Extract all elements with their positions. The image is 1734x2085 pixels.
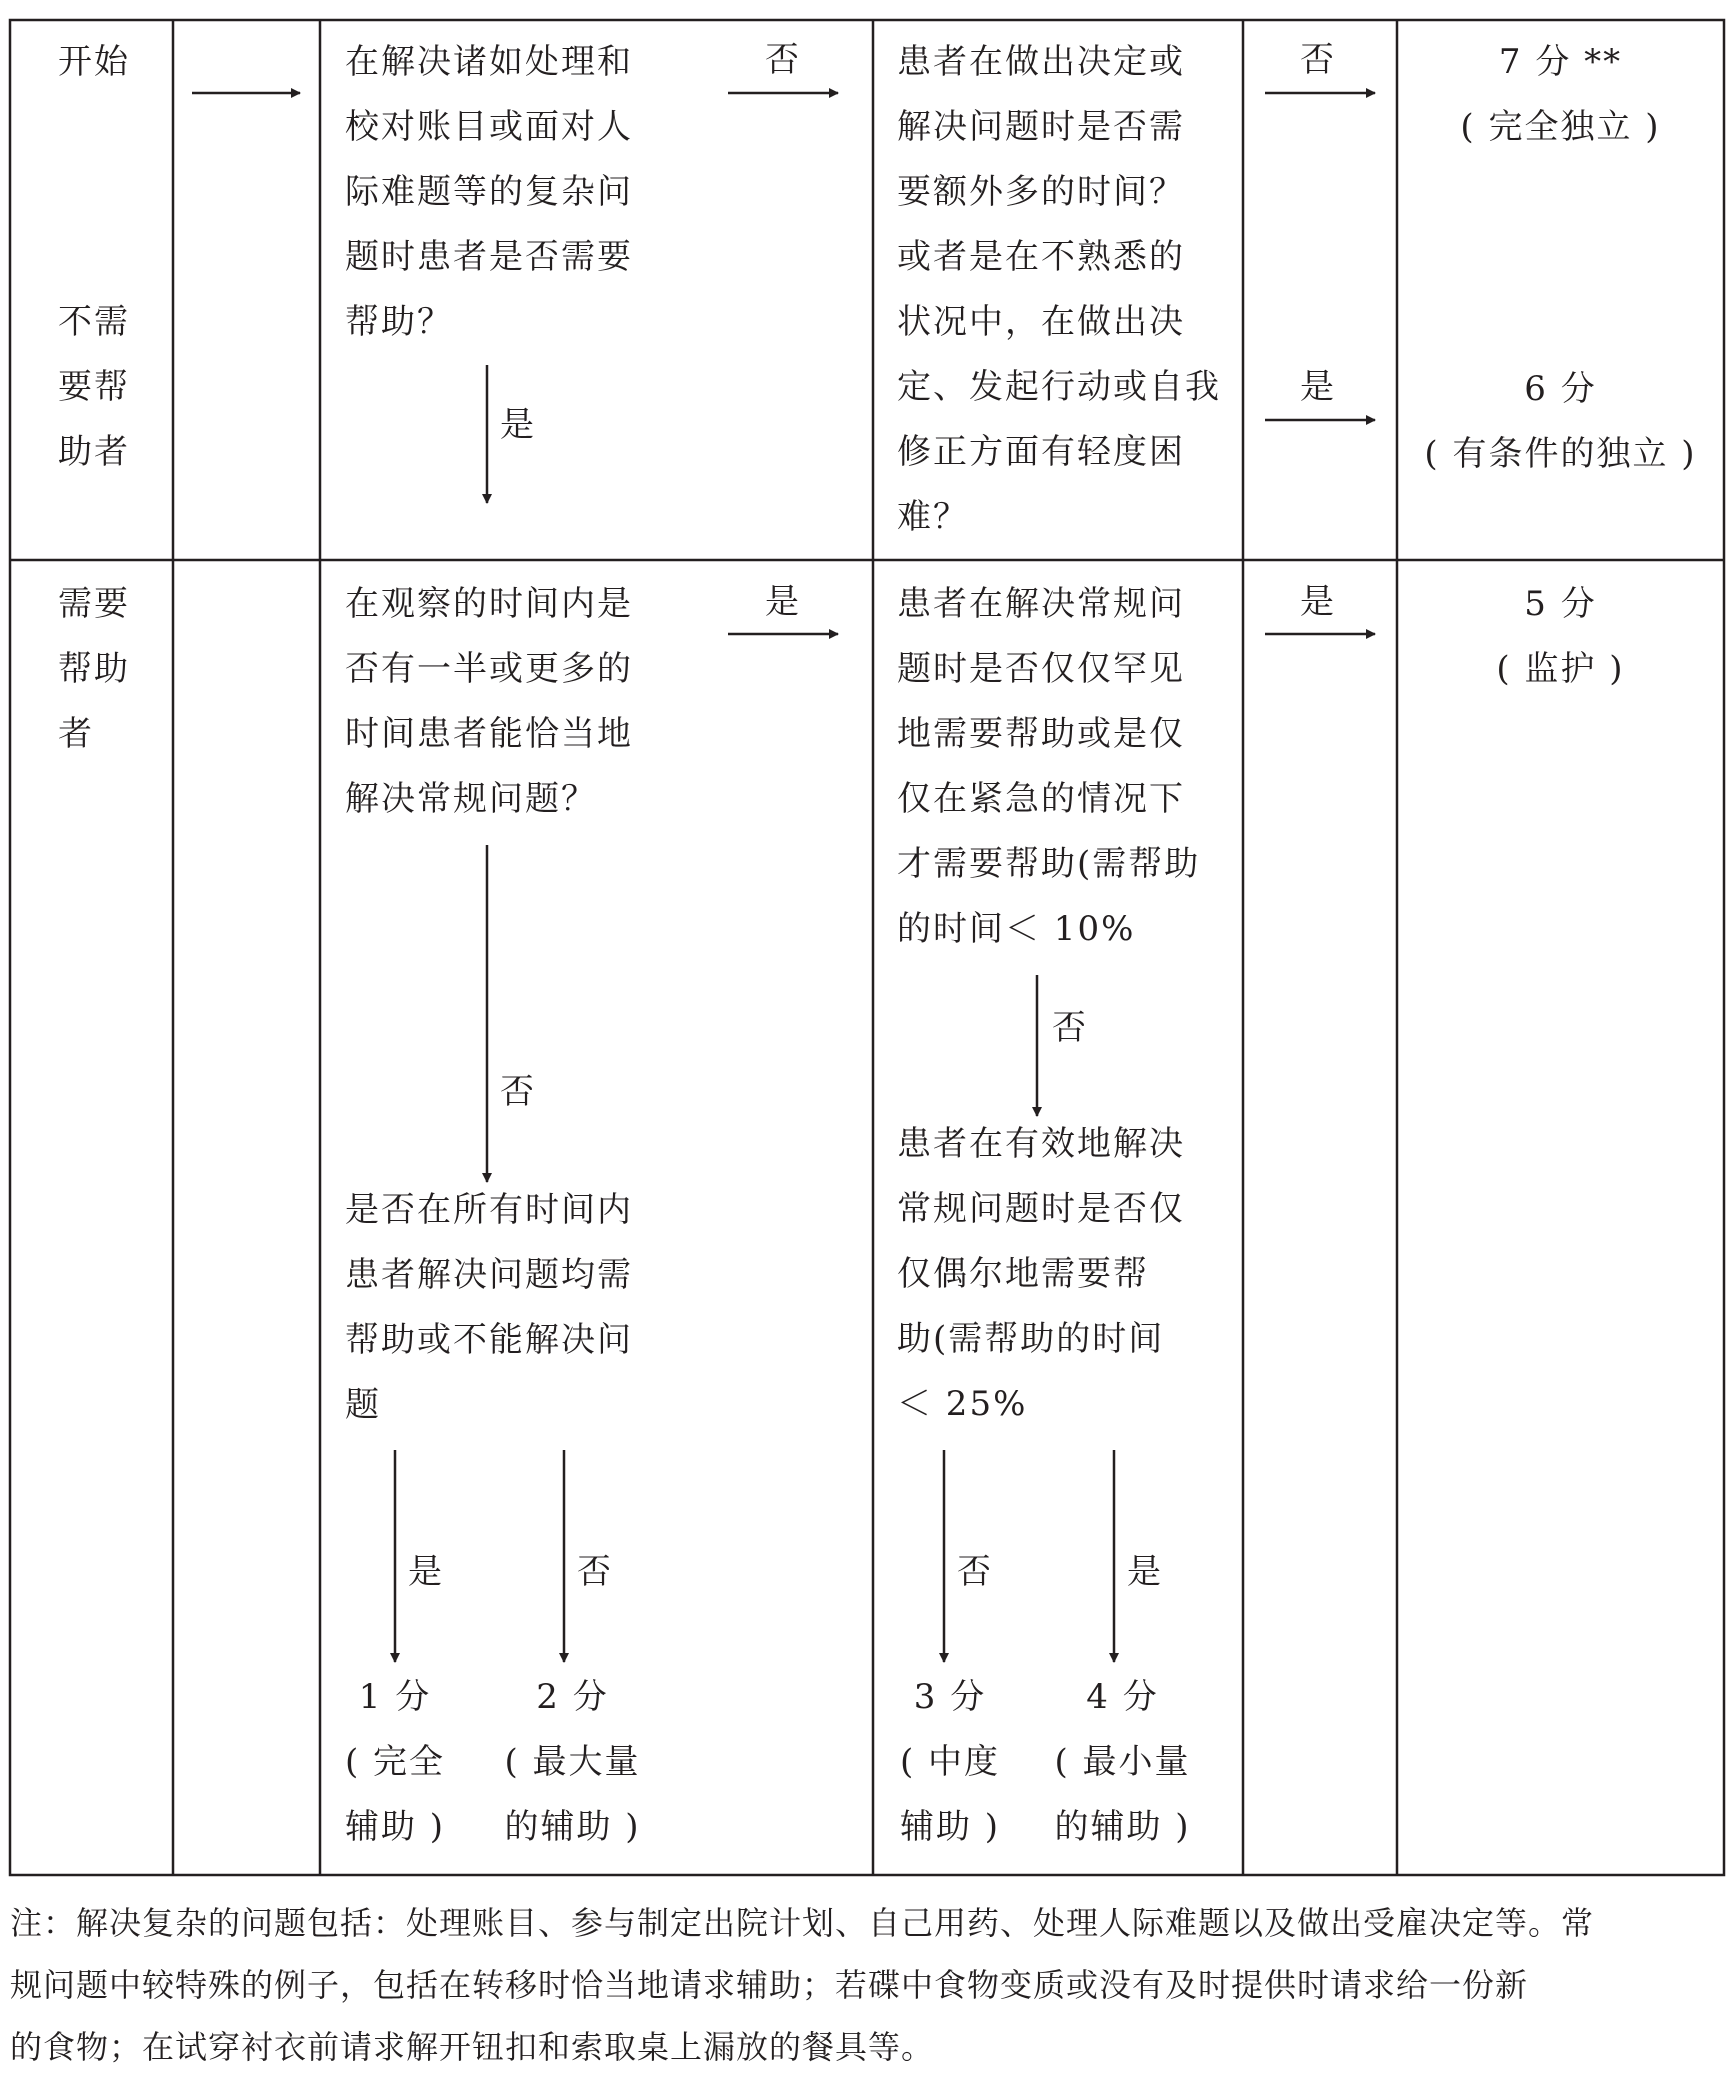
text-line: 帮助？ (345, 302, 453, 342)
text-line: 状况中，在做出决 (897, 302, 1185, 342)
label-q3-no: 否 (500, 1072, 534, 1112)
label-q5-yes: 是 (408, 1552, 442, 1592)
text-line: 的时间＜ 10% (897, 909, 1136, 949)
text-line: 帮助或不能解决问 (345, 1320, 633, 1360)
text-line: ＜ 25% (897, 1384, 1028, 1424)
text-line (58, 160, 130, 225)
text-line: 校对账目或面对人 (345, 107, 633, 147)
text-line: 题时是否仅仅罕见 (897, 649, 1185, 689)
score-1 (325, 1665, 465, 1860)
text-line: 患者在解决常规问 (897, 584, 1185, 624)
text-line: 解决问题时是否需 (897, 107, 1185, 147)
text-line: 帮助 (58, 649, 130, 689)
footnote (10, 1892, 1726, 2078)
text-line: 才需要帮助(需帮助 (897, 844, 1201, 884)
label-q2-yes: 是 (1300, 367, 1334, 407)
text-line: 辅助 ) (899, 1807, 1001, 1847)
text-line: 患者在有效地解决 (897, 1124, 1185, 1164)
text-line: 4 分 (1086, 1677, 1159, 1717)
text-line: 或者是在不熟悉的 (897, 237, 1185, 277)
text-line: 3 分 (913, 1677, 987, 1717)
score-6 (1397, 357, 1724, 487)
text-line: 否有一半或更多的 (345, 649, 633, 689)
label-q5-no: 否 (577, 1552, 611, 1592)
text-line: 1 分 (358, 1677, 432, 1717)
text-line: 仅偶尔地需要帮 (897, 1254, 1149, 1294)
text-line: 修正方面有轻度困 (897, 432, 1185, 472)
label-q3-yes: 是 (765, 582, 799, 622)
footnote-line: 的食物；在试穿衬衣前请求解开钮扣和索取桌上漏放的餐具等。 (10, 2028, 935, 2066)
footnote-line: 规问题中较特殊的例子，包括在转移时恰当地请求辅助；若碟中食物变质或没有及时提供时请求给一份新 (10, 1966, 1529, 2004)
text-line: 仅在紧急的情况下 (897, 779, 1185, 819)
question-half-time (345, 572, 633, 832)
score-3 (880, 1665, 1020, 1860)
text-line: 难？ (897, 497, 969, 537)
text-line: 5 分 (1524, 584, 1597, 624)
label-q6-yes: 是 (1127, 1552, 1161, 1592)
row-header-helper (58, 572, 130, 767)
text-line (58, 225, 130, 290)
label-q1-no: 否 (765, 40, 799, 80)
text-line: 际难题等的复杂问 (345, 172, 633, 212)
text-line: 需要 (58, 584, 130, 624)
text-line: 地需要帮助或是仅 (897, 714, 1185, 754)
text-line: 的辅助 ) (1054, 1807, 1191, 1847)
score-5 (1397, 572, 1724, 702)
score-7 (1397, 30, 1724, 160)
text-line: 助者 (58, 432, 130, 472)
text-line: 6 分 (1524, 369, 1597, 409)
text-line: 2 分 (536, 1677, 609, 1717)
question-all-time (345, 1178, 633, 1438)
label-q2-no: 否 (1300, 40, 1334, 80)
text-line: 是否在所有时间内 (345, 1190, 633, 1230)
text-line: 要额外多的时间？ (897, 172, 1185, 212)
text-line (58, 95, 130, 160)
text-line: 定、发起行动或自我 (897, 367, 1221, 407)
label-q6-no: 否 (957, 1552, 991, 1592)
text-line: 7 分 ** (1498, 42, 1623, 82)
text-line: 解决常规问题？ (345, 779, 597, 819)
text-line: ( 最小量 (1054, 1742, 1191, 1782)
score-2 (490, 1665, 655, 1860)
text-line: 不需 (58, 302, 130, 342)
text-line: 题 (345, 1385, 381, 1425)
text-line: ( 完全 (344, 1742, 446, 1782)
question-occasional-help (897, 1112, 1185, 1437)
question-complex-problems (345, 30, 633, 355)
question-extra-time (897, 30, 1221, 550)
label-q4-no: 否 (1052, 1008, 1086, 1048)
text-line: 开始 (58, 42, 130, 82)
text-line: 辅助 ) (344, 1807, 446, 1847)
row-header-independent (58, 30, 130, 485)
text-line: 患者在做出决定或 (897, 42, 1185, 82)
text-line: 常规问题时是否仅 (897, 1189, 1185, 1229)
score-4 (1040, 1665, 1205, 1860)
footnote-line: 注：解决复杂的问题包括：处理账目、参与制定出院计划、自己用药、处理人际难题以及做出受雇决定等。常 (10, 1904, 1595, 1942)
text-line: 者 (58, 714, 94, 754)
text-line: ( 中度 (899, 1742, 1001, 1782)
table-grid (10, 20, 1724, 1875)
text-line: ( 有条件的独立 ) (1424, 434, 1697, 474)
text-line: 在观察的时间内是 (345, 584, 633, 624)
label-q1-yes: 是 (500, 405, 534, 445)
text-line: 时间患者能恰当地 (345, 714, 633, 754)
text-line: ( 完全独立 ) (1460, 107, 1661, 147)
text-line: 患者解决问题均需 (345, 1255, 633, 1295)
text-line: ( 最大量 (504, 1742, 641, 1782)
text-line: 的辅助 ) (504, 1807, 641, 1847)
text-line: ( 监护 ) (1496, 649, 1625, 689)
text-line: 在解决诸如处理和 (345, 42, 633, 82)
text-line: 题时患者是否需要 (345, 237, 633, 277)
label-q4-yes: 是 (1300, 582, 1334, 622)
question-rare-help (897, 572, 1200, 962)
text-line: 要帮 (58, 367, 130, 407)
text-line: 助(需帮助的时间 (897, 1319, 1165, 1359)
table-border (10, 20, 1724, 1875)
